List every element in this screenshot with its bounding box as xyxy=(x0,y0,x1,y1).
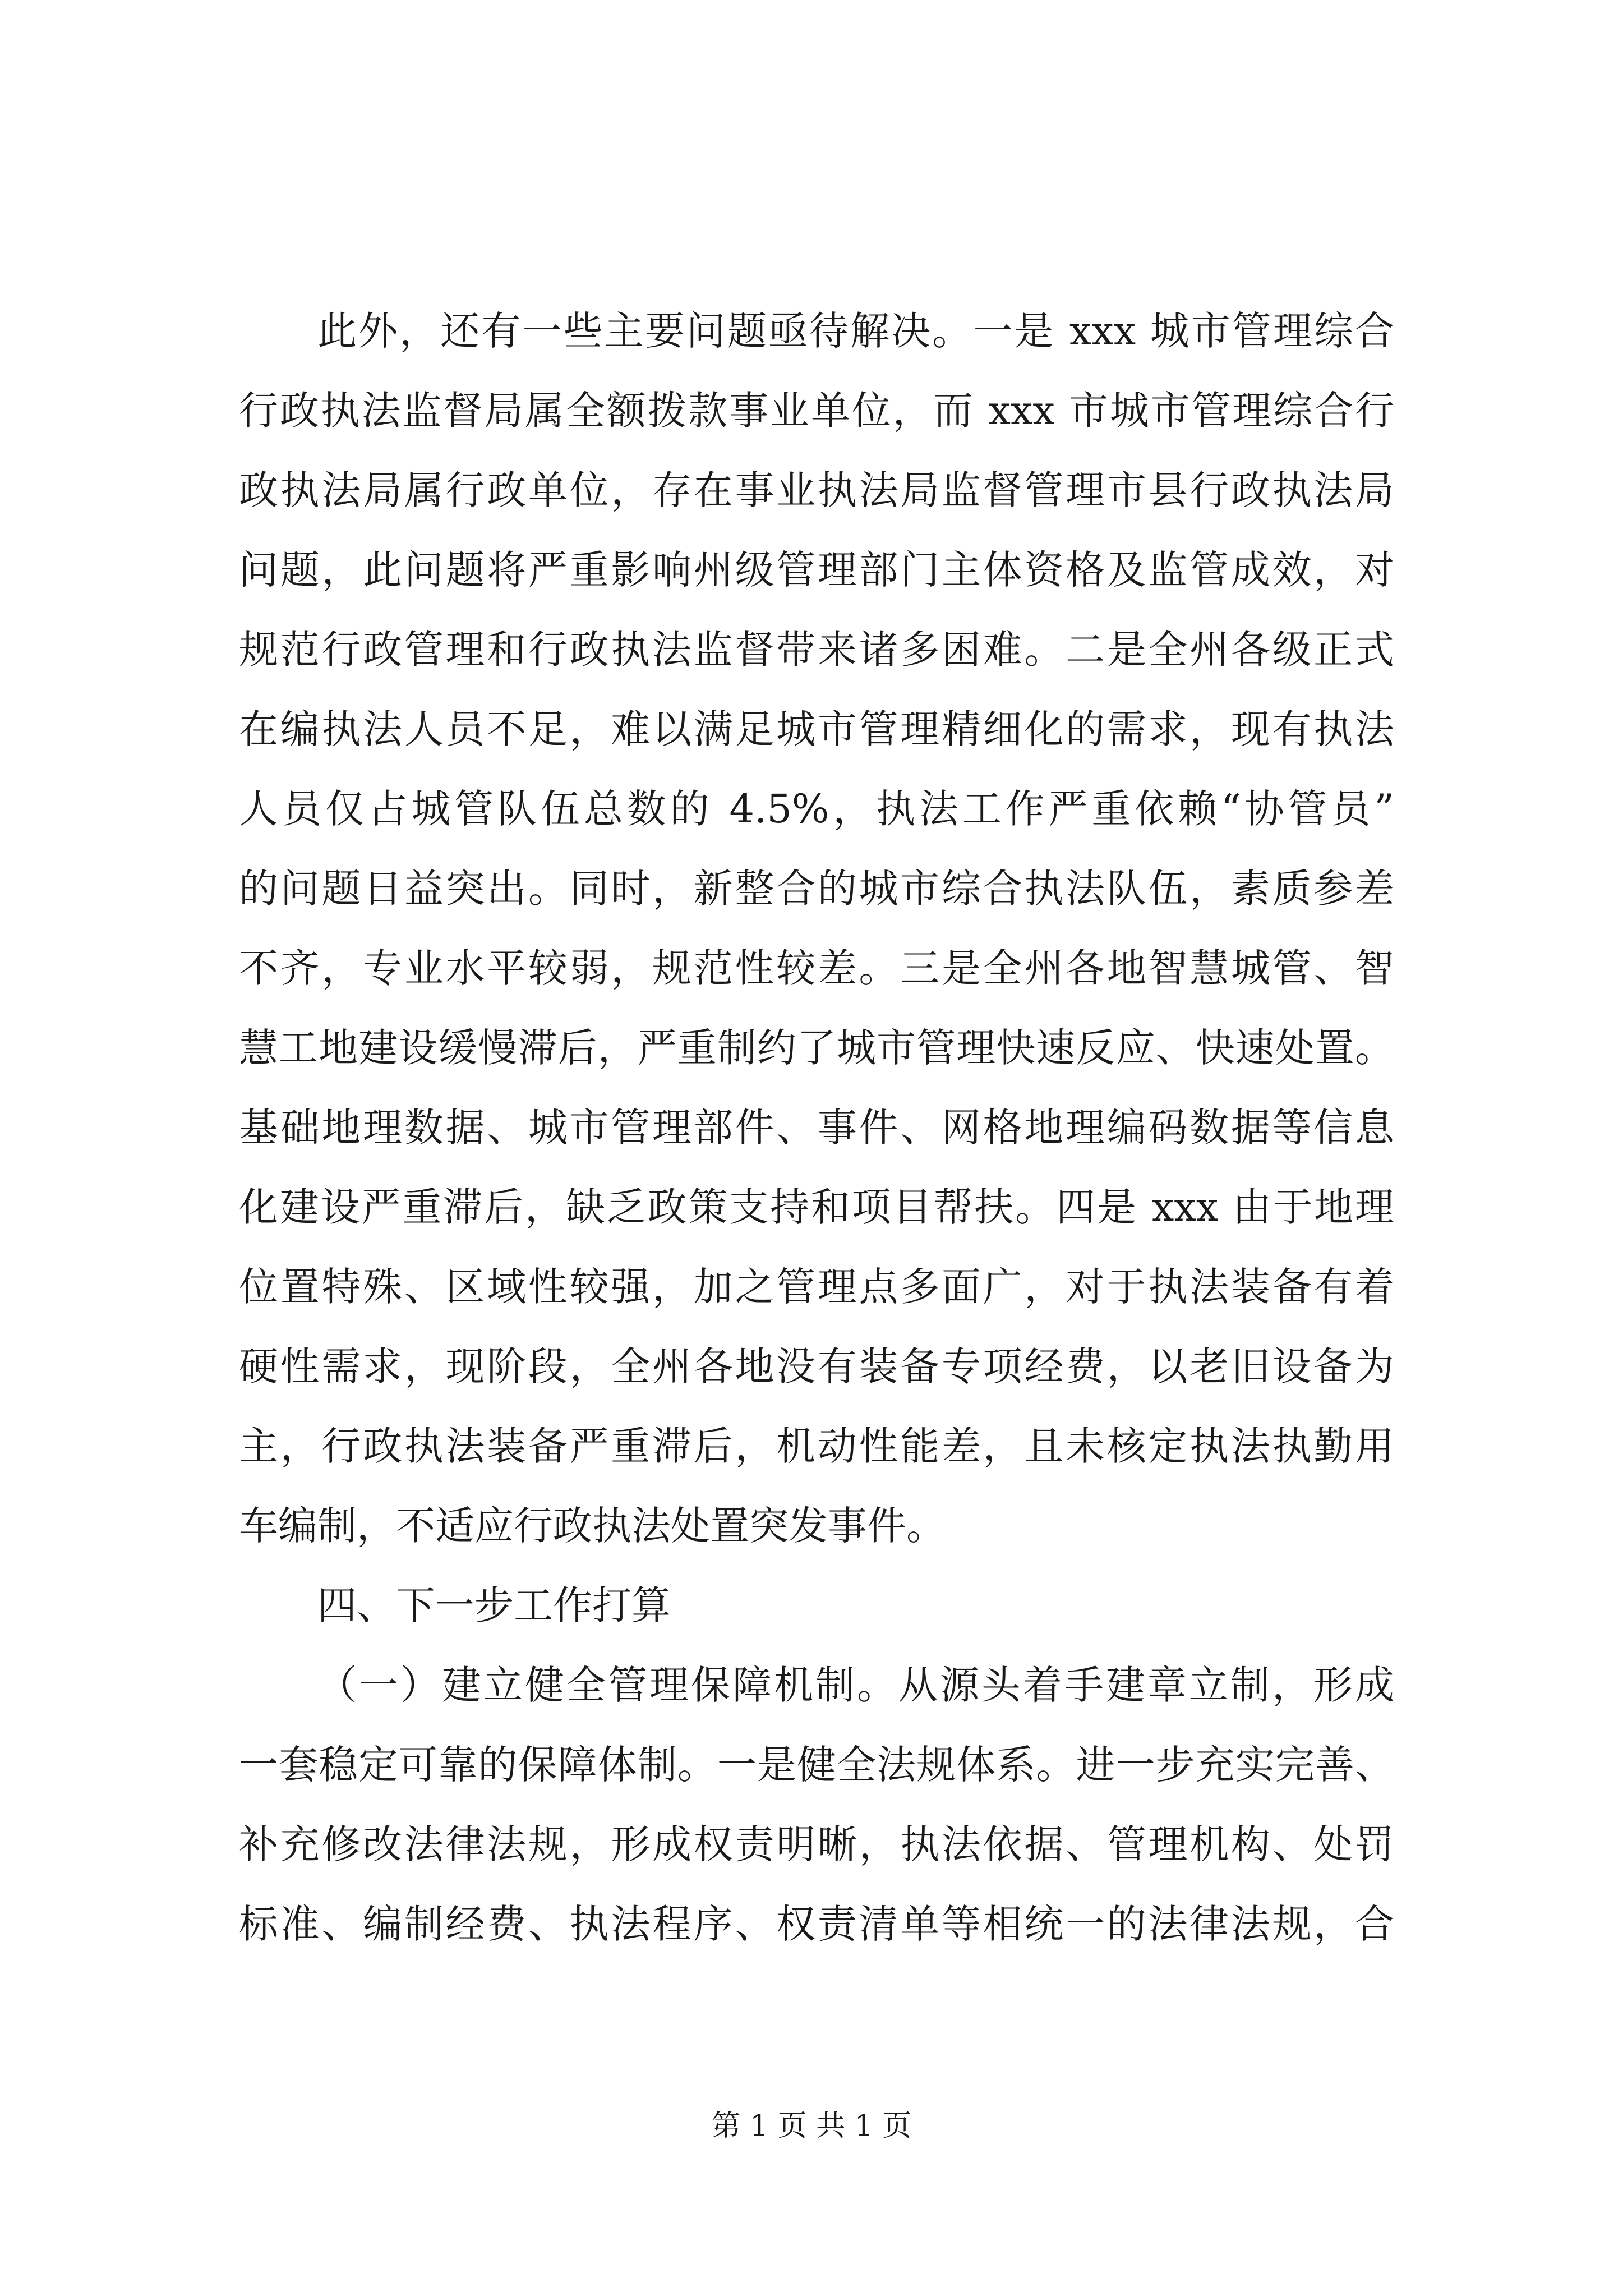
paragraph-line: 的问题日益突出。同时，新整合的城市综合执法队伍，素质参差 xyxy=(239,866,1394,912)
paragraph-line: 不齐，专业水平较弱，规范性较差。三是全州各地智慧城管、智 xyxy=(239,945,1394,991)
paragraph-line: 主，行政执法装备严重滞后，机动性能差，且未核定执法执勤用 xyxy=(239,1423,1394,1469)
page-footer: 第 1 页 共 1 页 xyxy=(711,2109,912,2143)
paragraph-line: 规范行政管理和行政执法监督带来诸多困难。二是全州各级正式 xyxy=(239,627,1394,673)
section-heading: 四、下一步工作打算 xyxy=(317,1582,671,1628)
paragraph-line: 人员仅占城管队伍总数的 4.5%，执法工作严重依赖“协管员” xyxy=(239,786,1394,832)
paragraph-line: 标准、编制经费、执法程序、权责清单等相统一的法律法规，合 xyxy=(239,1901,1394,1947)
paragraph-line: 政执法局属行政单位，存在事业执法局监督管理市县行政执法局 xyxy=(239,467,1394,513)
paragraph-line: （一）建立健全管理保障机制。从源头着手建章立制，形成 xyxy=(317,1662,1394,1708)
paragraph-line: 问题，此问题将严重影响州级管理部门主体资格及监管成效，对 xyxy=(239,547,1394,593)
paragraph-line: 化建设严重滞后，缺乏政策支持和项目帮扶。四是 xxx 由于地理 xyxy=(239,1184,1394,1230)
paragraph-line: 基础地理数据、城市管理部件、事件、网格地理编码数据等信息 xyxy=(239,1105,1394,1151)
paragraph-line: 硬性需求，现阶段，全州各地没有装备专项经费，以老旧设备为 xyxy=(239,1343,1394,1389)
paragraph-line: 车编制，不适应行政执法处置突发事件。 xyxy=(239,1503,946,1549)
paragraph-line: 一套稳定可靠的保障体制。一是健全法规体系。进一步充实完善、 xyxy=(239,1742,1394,1788)
paragraph-line: 此外，还有一些主要问题亟待解决。一是 xxx 城市管理综合 xyxy=(317,308,1394,354)
paragraph-line: 补充修改法律法规，形成权责明晰，执法依据、管理机构、处罚 xyxy=(239,1821,1394,1867)
paragraph-line: 慧工地建设缓慢滞后，严重制约了城市管理快速反应、快速处置。 xyxy=(239,1025,1394,1071)
paragraph-line: 行政执法监督局属全额拨款事业单位，而 xxx 市城市管理综合行 xyxy=(239,388,1394,434)
paragraph-line: 位置特殊、区域性较强，加之管理点多面广，对于执法装备有着 xyxy=(239,1264,1394,1310)
paragraph-line: 在编执法人员不足，难以满足城市管理精细化的需求，现有执法 xyxy=(239,706,1394,752)
